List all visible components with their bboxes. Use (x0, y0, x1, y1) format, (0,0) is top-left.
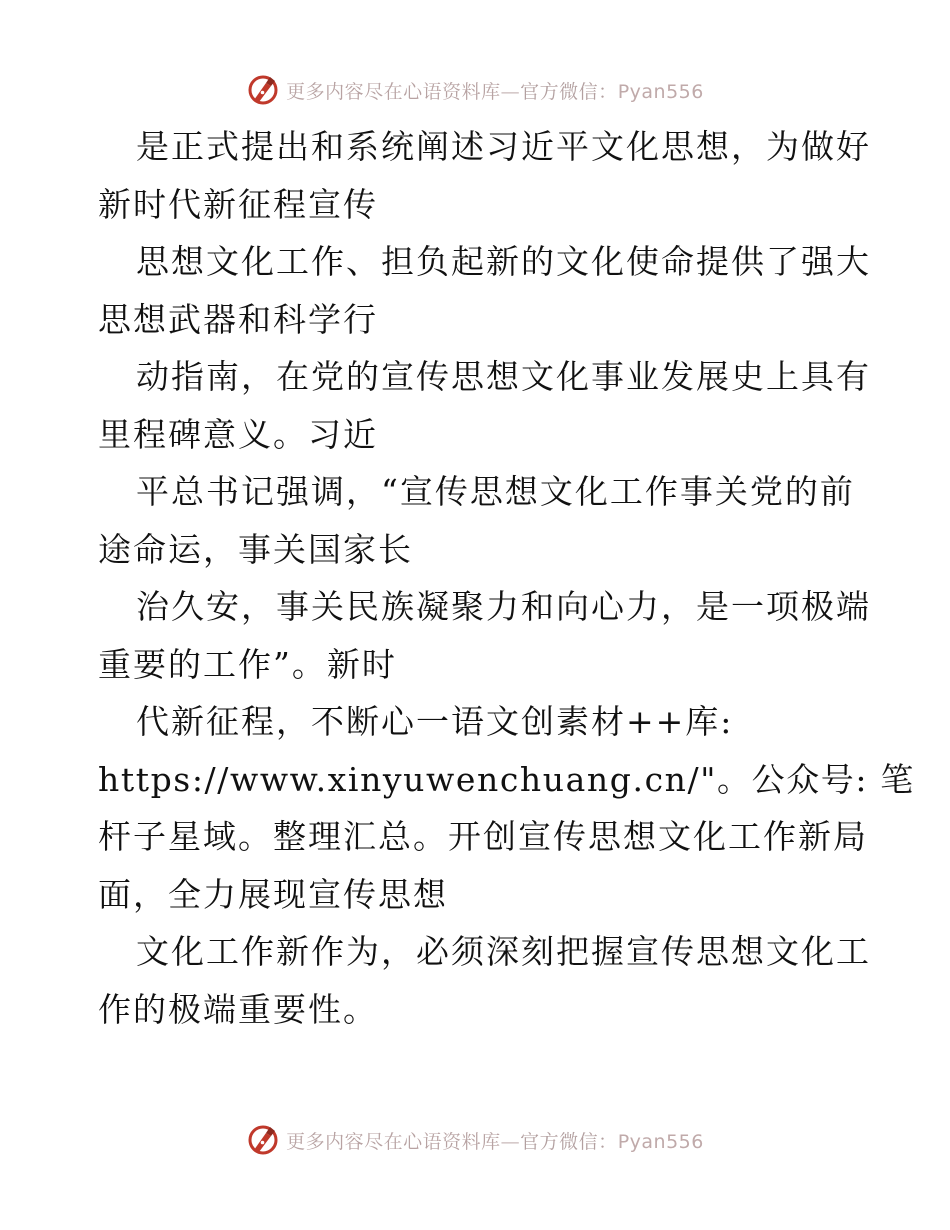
body-line: 动指南，在党的宣传思想文化事业发展史上具有 (136, 357, 871, 396)
body-line: 途命运，事关国家长 (98, 529, 413, 569)
body-line: 作的极端重要性。 (98, 989, 378, 1029)
header-wechat-label: 官方微信： (520, 80, 618, 103)
header-banner-text (286, 77, 704, 104)
body-line: 平总书记强调，“宣传思想文化工作事关党的前 (136, 472, 855, 511)
pen-nib-logo-icon (246, 1123, 280, 1157)
footer-banner-text (286, 1127, 704, 1154)
body-line: 代新征程，不断心一语文创素材++库: (136, 702, 734, 741)
pen-nib-logo-icon (246, 73, 280, 107)
body-line: 思想文化工作、担负起新的文化使命提供了强大 (136, 242, 871, 281)
header-banner-dash: — (500, 80, 521, 103)
footer-banner (0, 1120, 950, 1160)
body-line: 思想武器和科学行 (98, 299, 378, 339)
footer-wechat-label: 官方微信： (520, 1130, 618, 1153)
footer-wechat-id: Pyan556 (617, 1130, 704, 1153)
body-line: 杆子星域。整理汇总。开创宣传思想文化工作新局 (98, 817, 868, 856)
body-line: 治久安，事关民族凝聚力和向心力，是一项极端 (136, 587, 871, 626)
body-line: 重要的工作”。新时 (98, 644, 397, 684)
header-wechat-id: Pyan556 (617, 80, 704, 103)
body-line: 文化工作新作为，必须深刻把握宣传思想文化工 (136, 932, 871, 971)
body-line: 是正式提出和系统阐述习近平文化思想，为做好 (136, 127, 871, 166)
document-body (98, 118, 915, 1038)
footer-banner-dash: — (500, 1130, 521, 1153)
body-line: 新时代新征程宣传 (98, 184, 378, 224)
body-line-url: https://www.xinyuwenchuang.cn/"。公众号: 笔 (98, 759, 915, 799)
body-line: 面，全力展现宣传思想 (98, 874, 448, 914)
footer-banner-title: 更多内容尽在心语资料库 (286, 1130, 501, 1153)
header-banner (0, 70, 950, 110)
body-line: 里程碑意义。习近 (98, 414, 378, 454)
header-banner-title: 更多内容尽在心语资料库 (286, 80, 501, 103)
